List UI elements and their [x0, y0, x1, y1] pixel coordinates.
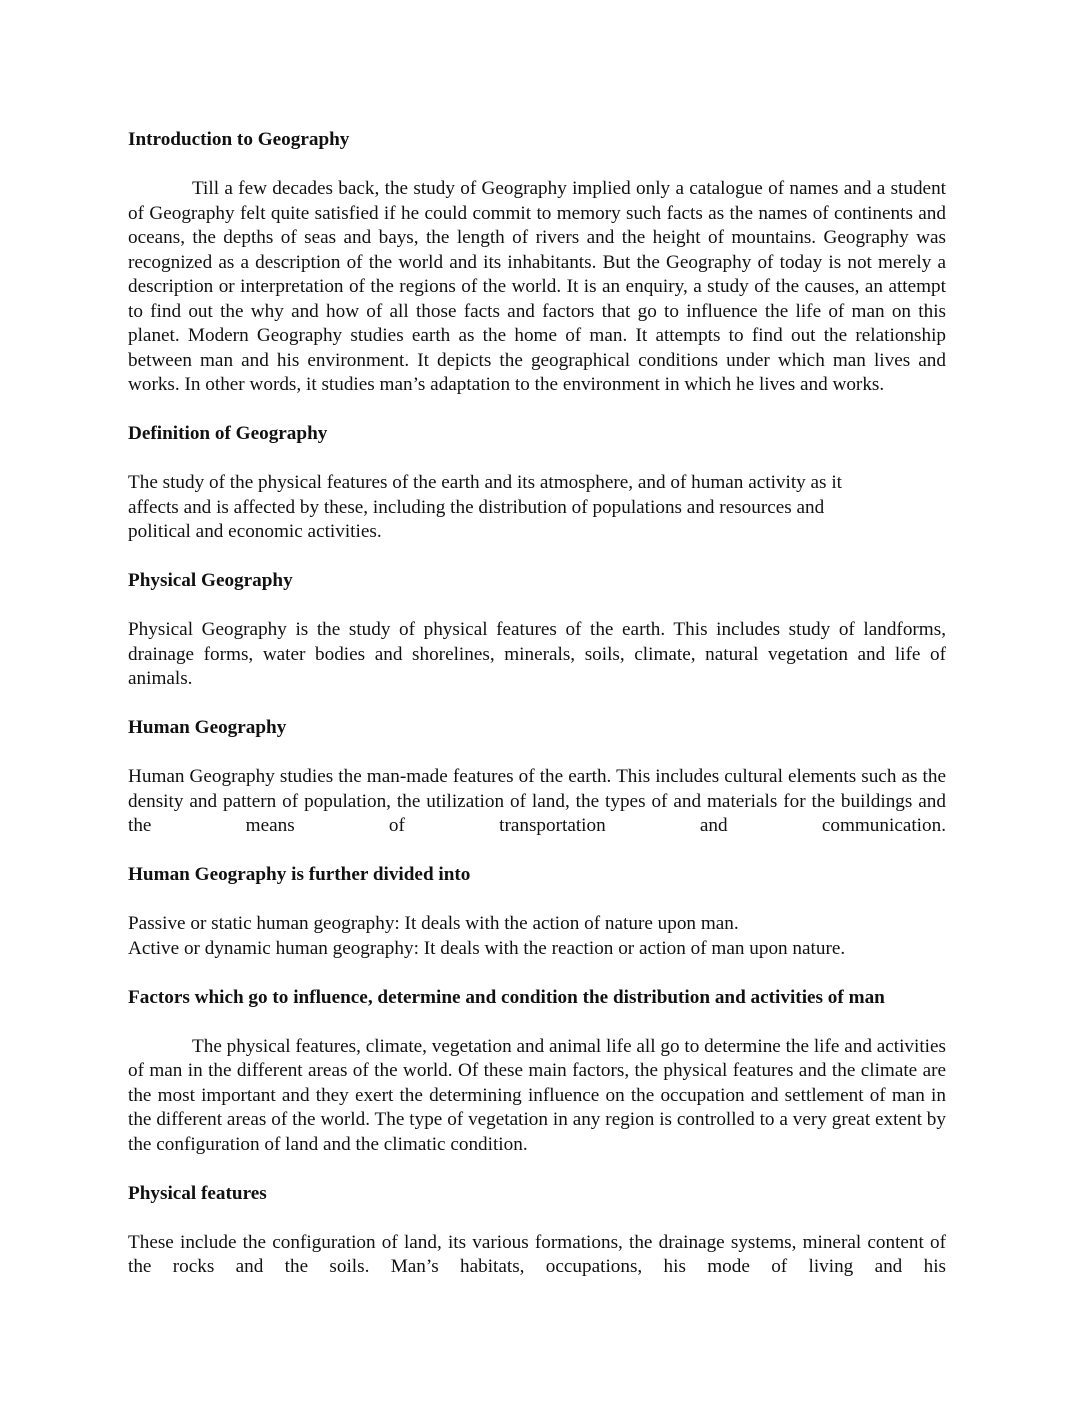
heading-introduction: Introduction to Geography [128, 129, 350, 150]
paragraph-introduction: Till a few decades back, the study of Geography implied only a catalogue of names and a student of Geography felt quite satisfied if he could commit to memory such facts as the names of continents and oceans, the depths of seas and bays, the length of rivers and the height of mountains. Geography was recognized as a description of the world and its inhabitants. But the Geography of today is not merely a description or interpretation of the regions of the world. It is an enquiry, a study of the causes, an attempt to find out the why and how of all those facts and factors that go to influence the life of man on this planet. Modern Geography studies earth as the home of man. It attempts to find out the relationship between man and his environment. It depicts the geographical conditions under which man lives and works. In other words, it studies man’s adaptation to the environment in which he lives and works. [128, 178, 946, 395]
paragraph-human-geography: Human Geography studies the man-made features of the earth. This includes cultural elements such as the density and pattern of population, the utilization of land, the types of and materials for the buildings and the means of transportation and communication. [128, 766, 946, 836]
definition-line: The study of the physical features of the earth and its atmosphere, and of human activity as it [128, 472, 842, 493]
definition-line: political and economic activities. [128, 521, 382, 542]
heading-human-geography-divisions: Human Geography is further divided into [128, 864, 471, 885]
heading-factors: Factors which go to influence, determine and condition the distribution and activities of man [128, 986, 885, 1008]
heading-physical-features: Physical features [128, 1182, 267, 1204]
paragraph-physical-features: These include the configuration of land, its various formations, the drainage systems, mineral content of the rocks and the soils. Man’s habitats, occupations, his mode of living and his [128, 1231, 946, 1277]
heading-definition: Definition of Geography [128, 423, 328, 444]
heading-human-geography: Human Geography [128, 717, 287, 738]
heading-physical-geography: Physical Geography [128, 570, 293, 591]
paragraph-factors: The physical features, climate, vegetation and animal life all go to determine the life and activities of man in the different areas of the world. Of these main factors, the physical features and the climate are the most important and they exert the determining influence on the occupation and settlement of man in the different areas of the world. The type of vegetation in any region is controlled to a very great extent by the configuration of land and the climatic condition. [128, 1035, 946, 1155]
list-item: Passive or static human geography: It deals with the action of nature upon man. [128, 913, 739, 934]
list-human-geography-divisions [128, 912, 946, 961]
document-page [128, 128, 946, 1280]
definition-line: affects and is affected by these, including the distribution of populations and resources and [128, 496, 825, 518]
paragraph-definition [128, 471, 946, 545]
paragraph-physical-geography: Physical Geography is the study of physical features of the earth. This includes study of landforms, drainage forms, water bodies and shorelines, minerals, soils, climate, natural vegetation and life of animals. [128, 619, 946, 689]
list-item: Active or dynamic human geography: It deals with the reaction or action of man upon nature. [128, 937, 846, 959]
